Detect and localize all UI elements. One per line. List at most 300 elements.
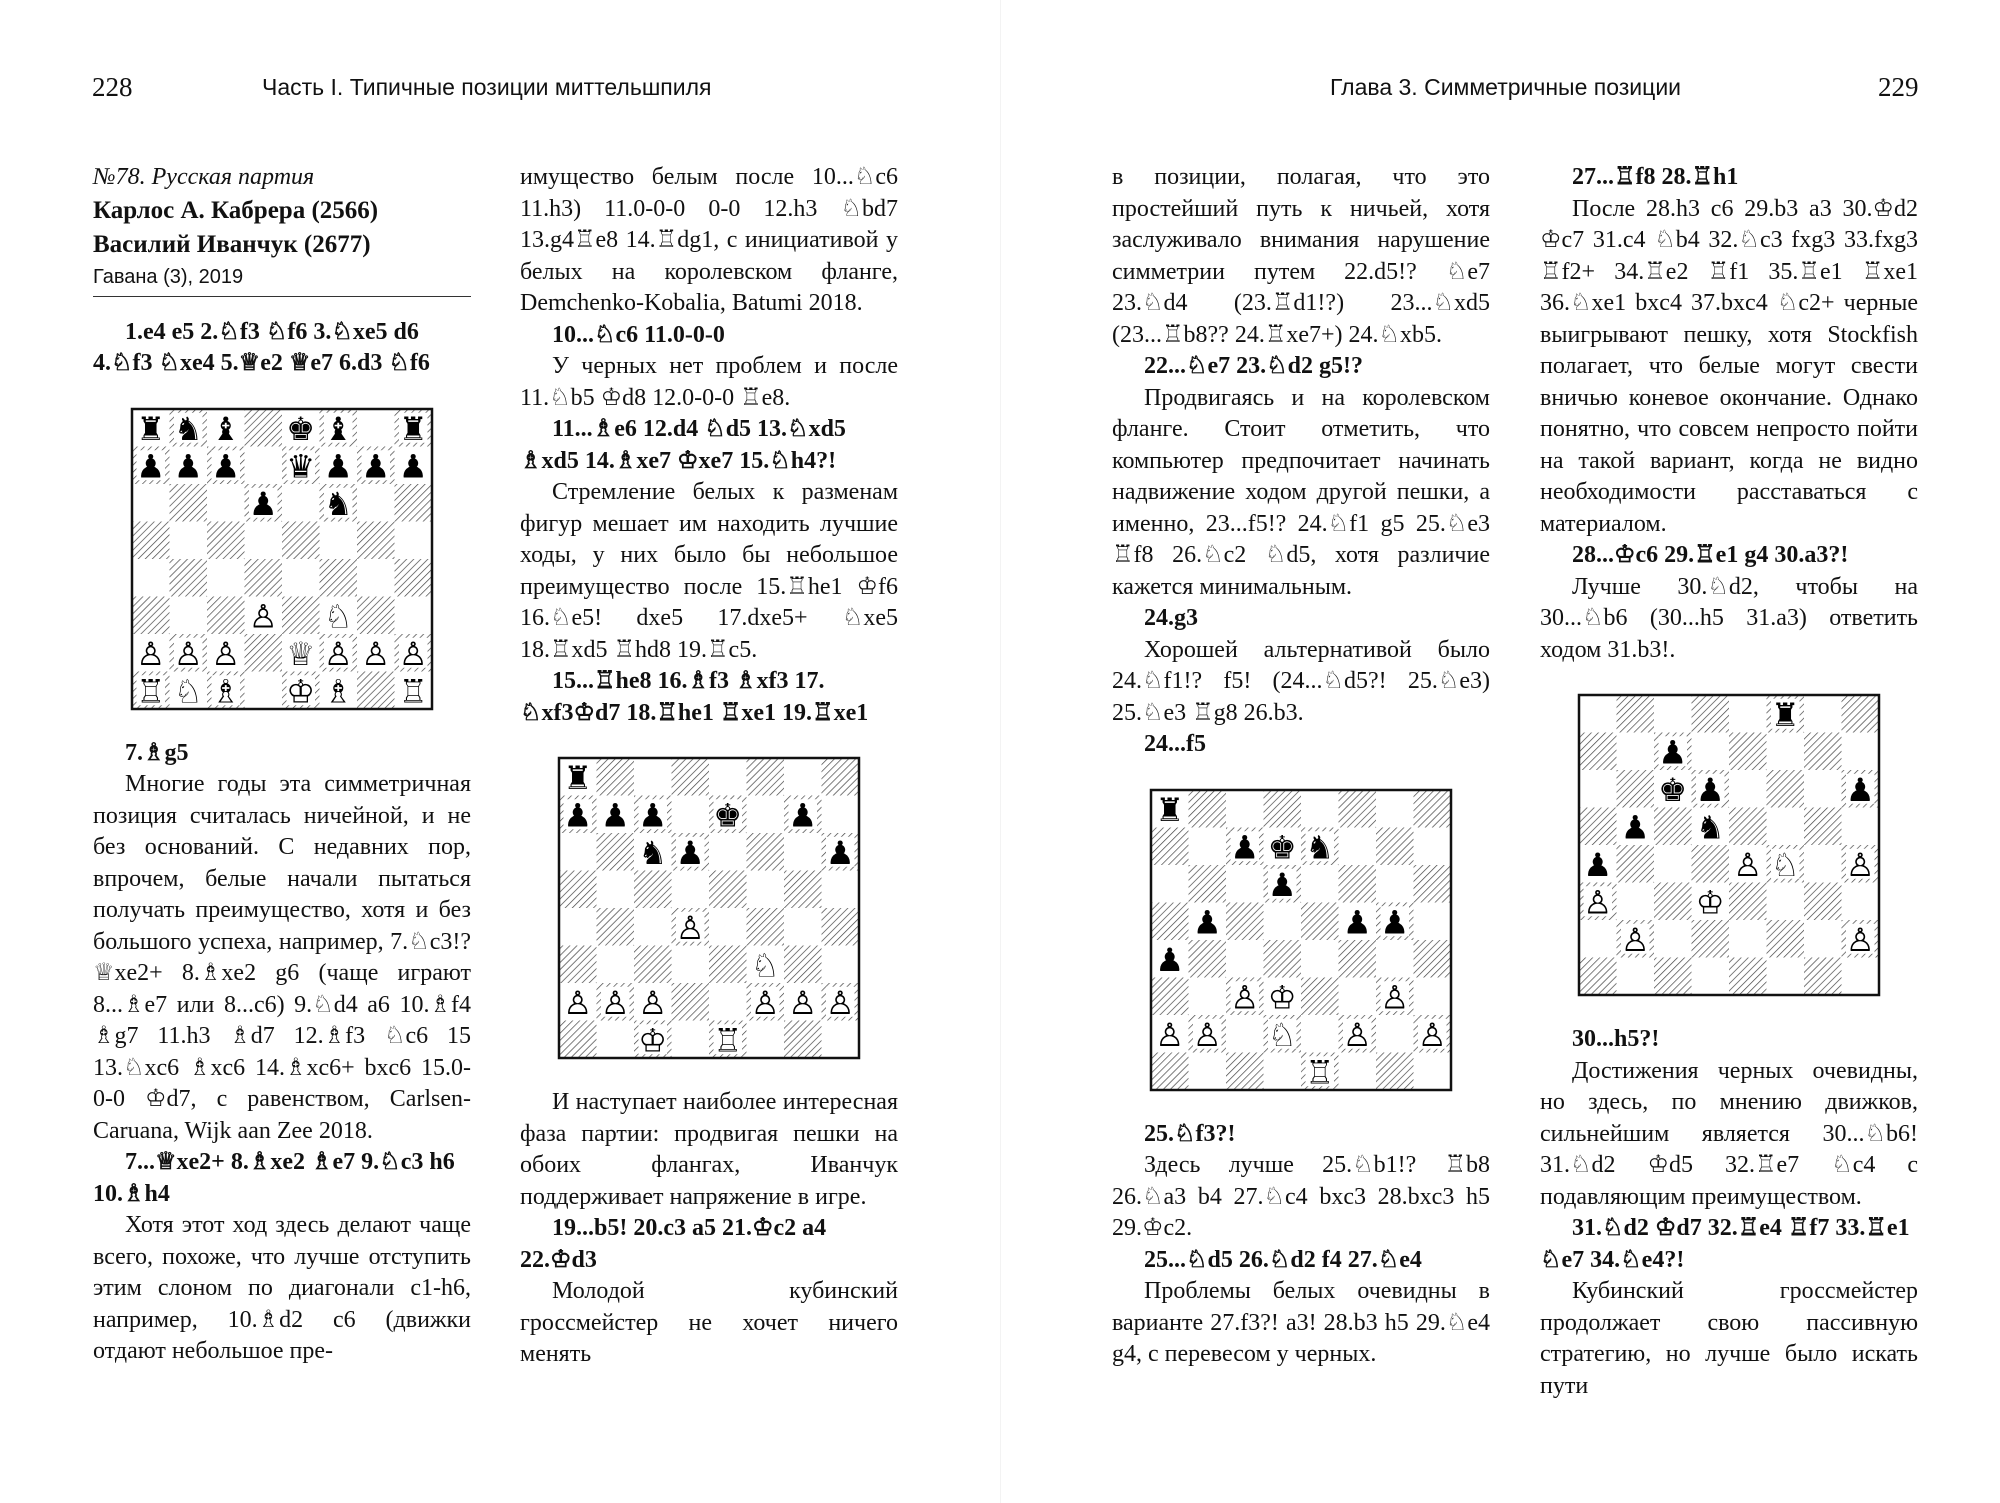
light-square	[1339, 1052, 1377, 1090]
dark-square	[1339, 940, 1377, 978]
light-square	[709, 983, 747, 1021]
move-line: 24.g3	[1144, 605, 1198, 631]
white-bishop-f1: ♗	[323, 672, 353, 711]
black-pawn-h7: ♟	[398, 447, 428, 486]
dark-square	[1264, 790, 1302, 828]
dark-square	[1692, 695, 1730, 733]
light-square	[245, 671, 283, 709]
light-square	[1301, 1015, 1339, 1053]
white-pawn-f2: ♙	[1342, 1015, 1372, 1054]
dark-square	[559, 946, 597, 984]
light-square	[1842, 733, 1880, 771]
light-square	[170, 521, 208, 559]
dark-square	[784, 1021, 822, 1059]
white-pawn-h2: ♙	[398, 634, 428, 673]
black-player: Василий Иванчук (2677)	[93, 230, 371, 258]
move-line: 7.♗g5	[125, 739, 189, 766]
dark-square	[282, 521, 320, 559]
move-line: 15...♖he8 16.♗f3 ♗xf3 17. ♘xf3♔d7 18.♖he1 ♖xe1 19.♖xe1	[520, 668, 869, 726]
black-bishop-c8: ♝	[211, 409, 241, 448]
dark-square	[559, 1021, 597, 1059]
header-rule	[93, 296, 471, 297]
move-line: 25.♘f3?!	[1144, 1120, 1236, 1147]
white-knight-d2: ♘	[1267, 1015, 1297, 1054]
light-square	[709, 908, 747, 946]
black-knight-f6: ♞	[323, 484, 353, 523]
dark-square	[357, 521, 395, 559]
light-square	[597, 871, 635, 909]
commentary-paragraph: Хорошей альтернативой было 24.♘f1!? f5! (24...♘d5?! 25.♘e3) 25.♘e3 ♖g8 26.b3.	[1112, 636, 1490, 726]
light-square	[1729, 920, 1767, 958]
dark-square	[1579, 808, 1617, 846]
black-bishop-f8: ♝	[323, 409, 353, 448]
dark-square	[1804, 958, 1842, 996]
chess-diagram	[129, 406, 435, 712]
light-square	[1579, 920, 1617, 958]
white-king-e1: ♔	[286, 672, 316, 711]
dark-square	[357, 596, 395, 634]
black-rook-a8: ♜	[1155, 790, 1185, 829]
light-square	[634, 758, 672, 796]
light-square	[672, 1021, 710, 1059]
white-queen-e2: ♕	[286, 634, 316, 673]
black-knight-b8: ♞	[173, 409, 203, 448]
game-ref: №78. Русская партия	[93, 164, 315, 190]
light-square	[1376, 940, 1414, 978]
black-pawn-d6: ♟	[1267, 865, 1297, 904]
light-square	[1842, 883, 1880, 921]
white-king-d3: ♔	[1695, 883, 1725, 922]
light-square	[1767, 883, 1805, 921]
white-pawn-d4: ♙	[675, 909, 705, 948]
dark-square	[357, 671, 395, 709]
commentary-paragraph: в позиции, полагая, что это простейший путь к ничьей, хотя заслуживало внимания нарушение симметрии путем 22.d5!? ♘e7 23.♘d4 (23.♖d1!?) 23...♘xd5 (23...♖b8?? 24.♖xe7+) 24.♘xb5.	[1112, 164, 1490, 348]
white-rook-h1: ♖	[398, 672, 428, 711]
black-pawn-c7: ♟	[1230, 828, 1260, 867]
dark-square	[1767, 770, 1805, 808]
dark-square	[245, 409, 283, 447]
black-pawn-d6: ♟	[248, 484, 278, 523]
dark-square	[132, 596, 170, 634]
black-pawn-f7: ♟	[323, 447, 353, 486]
white-pawn-c2: ♙	[638, 984, 668, 1023]
dark-square	[1414, 790, 1452, 828]
chess-diagram	[556, 755, 862, 1061]
dark-square	[1189, 865, 1227, 903]
light-square	[1692, 733, 1730, 771]
white-pawn-g2: ♙	[361, 634, 391, 673]
white-rook-a1: ♖	[136, 672, 166, 711]
light-square	[207, 559, 245, 597]
commentary-paragraph: Хотя этот ход здесь делают чаще всего, похоже, что лучше отступить этим слоном по диагонали c1-h6, например, 10.♗d2 c6 (движки отдают небольшое пре-	[93, 1212, 471, 1364]
white-pawn-f2: ♙	[323, 634, 353, 673]
black-pawn-g5: ♟	[1380, 903, 1410, 942]
light-square	[1767, 958, 1805, 996]
light-square	[634, 908, 672, 946]
left-running-title: Часть I. Типичные позиции миттельшпиля	[262, 74, 712, 100]
light-square	[1301, 940, 1339, 978]
dark-square	[1617, 770, 1655, 808]
dark-square	[822, 908, 860, 946]
game-place: Гавана (3), 2019	[93, 265, 244, 288]
light-square	[1264, 902, 1302, 940]
dark-square	[1654, 883, 1692, 921]
light-square	[1842, 808, 1880, 846]
light-square	[1226, 1015, 1264, 1053]
dark-square	[1376, 827, 1414, 865]
column-right-page-2	[1540, 162, 1918, 1402]
light-square	[1376, 1015, 1414, 1053]
black-rook-f8: ♜	[1770, 696, 1800, 735]
dark-square	[634, 946, 672, 984]
dark-square	[1226, 902, 1264, 940]
light-square	[784, 908, 822, 946]
black-pawn-b7: ♟	[173, 447, 203, 486]
black-pawn-c7: ♟	[211, 447, 241, 486]
dark-square	[245, 559, 283, 597]
black-knight-d5: ♞	[1695, 808, 1725, 847]
white-knight-b1: ♘	[173, 672, 203, 711]
light-square	[672, 946, 710, 984]
dark-square	[170, 484, 208, 522]
commentary-paragraph: Многие годы эта симметричная позиция считалась ничейной, и не без оснований. С недавних пор, впрочем, белые начали пытаться получать преимущество, хотя и без большого успеха, например, 7.♘c3!? ♕xe2+ 8.♗xe2 g6 (чаще играют 8...♗e7 или 8...c6) 9.♘d4 a6 10.♗f4 ♗g7 11.h3 ♗d7 12.♗f3 ♘c6 15 13.♘xc6 ♗xc6 14.♗xc6+ bxc6 15.0-0-0 ♔d7, с равенством, Carlsen-Caruana, Wijk aan Zee 2018.	[93, 771, 471, 1144]
light-square	[1226, 865, 1264, 903]
black-king-d7: ♚	[1267, 828, 1297, 867]
light-square	[1151, 865, 1189, 903]
light-square	[747, 871, 785, 909]
dark-square	[784, 946, 822, 984]
commentary-paragraph: После 28.h3 c6 29.b3 a3 30.♔d2 ♔c7 31.c4 ♘b4 32.♘c3 fxg3 33.fxg3 ♖f2+ 34.♖e2 ♖f1 35.♖e1 ♖xe1 36.♘xe1 bxc4 37.bxc4 ♘c2+ черные выигрывают пешку, хотя Stockfish полагает, что белые могут свести вничью коневое окончание. Однако понятно, что совсем непросто пойти на такой вариант, когда не видно необходимости расставаться с материалом.	[1540, 195, 1918, 537]
black-pawn-c7: ♟	[1658, 733, 1688, 772]
white-pawn-h2: ♙	[1845, 921, 1875, 960]
black-pawn-h6: ♟	[825, 834, 855, 873]
light-square	[709, 833, 747, 871]
light-square	[1189, 827, 1227, 865]
dark-square	[784, 871, 822, 909]
black-pawn-h6: ♟	[1845, 771, 1875, 810]
dark-square	[1842, 695, 1880, 733]
dark-square	[1654, 958, 1692, 996]
white-pawn-a2: ♙	[563, 984, 593, 1023]
move-line: 28...♔c6 29.♖e1 g4 30.a3?!	[1572, 542, 1849, 568]
light-square	[1692, 958, 1730, 996]
light-square	[207, 484, 245, 522]
light-square	[1264, 1052, 1302, 1090]
commentary-paragraph: И наступает наиболее интересная фаза партии: продвигая пешки на обоих флангах, Иванчук поддерживает напряжение в игре.	[520, 1089, 898, 1210]
black-queen-e7: ♛	[286, 447, 316, 486]
light-square	[1617, 733, 1655, 771]
light-square	[1226, 790, 1264, 828]
right-page-number: 229	[1878, 72, 1919, 102]
dark-square	[747, 908, 785, 946]
column-left-page-2	[520, 162, 898, 1371]
dark-square	[207, 596, 245, 634]
black-pawn-g7: ♟	[788, 796, 818, 835]
dark-square	[634, 871, 672, 909]
dark-square	[1339, 790, 1377, 828]
dark-square	[1414, 940, 1452, 978]
dark-square	[597, 758, 635, 796]
dark-square	[747, 833, 785, 871]
black-pawn-a7: ♟	[136, 447, 166, 486]
white-pawn-h4: ♙	[1845, 846, 1875, 885]
light-square	[1767, 733, 1805, 771]
dark-square	[395, 559, 433, 597]
commentary-paragraph: имущество белым после 10...♘c6 11.h3) 11.0-0-0 0-0 12.h3 ♘bd7 13.g4♖e8 14.♖dg1, с инициативой у белых на королевском фланге, Demchenko-Kobalia, Batumi 2018.	[520, 164, 898, 316]
black-pawn-d6: ♟	[1695, 771, 1725, 810]
white-pawn-c3: ♙	[1230, 978, 1260, 1017]
move-line: 22...♘e7 23.♘d2 g5!?	[1144, 353, 1364, 379]
light-square	[1729, 695, 1767, 733]
dark-square	[1804, 733, 1842, 771]
page-gutter	[1000, 0, 1001, 1503]
black-rook-h8: ♜	[398, 409, 428, 448]
light-square	[822, 796, 860, 834]
white-king-d3: ♔	[1267, 978, 1297, 1017]
light-square	[1339, 977, 1377, 1015]
dark-square	[1692, 845, 1730, 883]
light-square	[1804, 695, 1842, 733]
black-knight-c6: ♞	[638, 834, 668, 873]
dark-square	[747, 758, 785, 796]
light-square	[597, 946, 635, 984]
dark-square	[1376, 1052, 1414, 1090]
dark-square	[1617, 845, 1655, 883]
white-rook-e1: ♖	[713, 1021, 743, 1060]
light-square	[747, 1021, 785, 1059]
move-line: 24...f5	[1144, 731, 1206, 757]
light-square	[822, 1021, 860, 1059]
dark-square	[1414, 865, 1452, 903]
commentary-paragraph: Молодой кубинский гроссмейстер не хочет ничего менять	[520, 1278, 898, 1367]
white-knight-f3: ♘	[323, 597, 353, 636]
white-knight-f3: ♘	[750, 946, 780, 985]
dark-square	[245, 634, 283, 672]
light-square	[1579, 695, 1617, 733]
black-pawn-b5: ♟	[1620, 808, 1650, 847]
black-rook-a8: ♜	[563, 759, 593, 798]
light-square	[559, 908, 597, 946]
commentary-paragraph: Кубинский гроссмейстер продолжает свою пассивную стратегию, но лучше было искать пути	[1540, 1278, 1918, 1399]
black-knight-e7: ♞	[1305, 828, 1335, 867]
light-square	[1617, 883, 1655, 921]
dark-square	[1339, 865, 1377, 903]
light-square	[1414, 827, 1452, 865]
move-line: 1.e4 e5 2.♘f3 ♘f6 3.♘xe5 d6 4.♘f3 ♘xe4 5.♕e2 ♕e7 6.d3 ♘f6	[93, 318, 430, 376]
dark-square	[1767, 920, 1805, 958]
black-pawn-d6: ♟	[675, 834, 705, 873]
light-square	[1804, 845, 1842, 883]
dark-square	[1729, 958, 1767, 996]
light-square	[1729, 770, 1767, 808]
light-square	[747, 796, 785, 834]
chess-diagram	[1576, 692, 1882, 998]
white-pawn-c2: ♙	[211, 634, 241, 673]
black-pawn-a4: ♟	[1583, 846, 1613, 885]
light-square	[1842, 958, 1880, 996]
white-rook-e1: ♖	[1305, 1053, 1335, 1092]
light-square	[1301, 865, 1339, 903]
commentary-paragraph: Достижения черных очевидны, но здесь, по мнению движков, сильнейшим является 30...♘b6! 31.♘d2 ♔d5 32.♖e7 ♘c4 с подавляющим преимуществом.	[1540, 1057, 1918, 1210]
light-square	[1189, 977, 1227, 1015]
dark-square	[282, 596, 320, 634]
commentary-paragraph: Лучше 30.♘d2, чтобы на 30...♘b6 (30...h5 31.a3) ответить ходом 31.b3!.	[1540, 573, 1918, 663]
light-square	[395, 596, 433, 634]
move-line: 31.♘d2 ♔d7 32.♖e4 ♖f7 33.♖e1 ♘e7 34.♘e4?!	[1540, 1215, 1910, 1273]
black-rook-a8: ♜	[136, 409, 166, 448]
black-pawn-a4: ♟	[1155, 940, 1185, 979]
white-knight-f4: ♘	[1770, 846, 1800, 885]
light-square	[1376, 865, 1414, 903]
light-square	[1579, 770, 1617, 808]
dark-square	[1692, 920, 1730, 958]
commentary-paragraph: Продвигаясь и на королевском фланге. Стоит отметить, что компьютер предпочитает начинать надвижение ходом другой пешки, а именно, 23...f5!? 24.♘f1 g5 25.♘e3 ♖f8 26.♘c2 ♘d5, хотя различие кажется минимальным.	[1112, 384, 1490, 600]
light-square	[784, 758, 822, 796]
light-square	[559, 833, 597, 871]
light-square	[132, 559, 170, 597]
dark-square	[709, 871, 747, 909]
light-square	[1414, 977, 1452, 1015]
light-square	[357, 559, 395, 597]
dark-square	[709, 946, 747, 984]
light-square	[170, 596, 208, 634]
light-square	[1376, 790, 1414, 828]
white-pawn-b2: ♙	[600, 984, 630, 1023]
column-left-page-1	[93, 162, 471, 1368]
commentary-paragraph: Проблемы белых очевидны в варианте 27.f3?! a3! 28.b3 h5 29.♘e4 g4, с перевесом у черных.	[1112, 1278, 1490, 1367]
dark-square	[1804, 883, 1842, 921]
dark-square	[395, 484, 433, 522]
light-square	[282, 559, 320, 597]
light-square	[1339, 827, 1377, 865]
light-square	[1414, 902, 1452, 940]
light-square	[822, 871, 860, 909]
light-square	[282, 484, 320, 522]
light-square	[1301, 790, 1339, 828]
white-pawn-b2: ♙	[1620, 921, 1650, 960]
commentary-paragraph: Здесь лучше 25.♘b1!? ♖b8 26.♘a3 b4 27.♘c4 bxc3 28.bxc3 h5 29.♔c2.	[1112, 1152, 1490, 1241]
light-square	[245, 446, 283, 484]
dark-square	[1729, 733, 1767, 771]
black-king-e7: ♚	[713, 796, 743, 835]
light-square	[1804, 920, 1842, 958]
dark-square	[597, 908, 635, 946]
dark-square	[1151, 977, 1189, 1015]
dark-square	[1151, 1052, 1189, 1090]
move-line: 7...♕xe2+ 8.♗xe2 ♗e7 9.♘c3 h6 10.♗h4	[93, 1149, 455, 1207]
dark-square	[1226, 1052, 1264, 1090]
white-pawn-a2: ♙	[136, 634, 166, 673]
move-line: 25...♘d5 26.♘d2 f4 27.♘e4	[1144, 1246, 1422, 1273]
black-pawn-g7: ♟	[361, 447, 391, 486]
white-player: Карлос А. Кабрера (2566)	[93, 196, 379, 224]
white-king-c1: ♔	[638, 1021, 668, 1060]
light-square	[1654, 920, 1692, 958]
light-square	[1617, 958, 1655, 996]
column-right-page-1	[1112, 162, 1490, 1371]
white-pawn-a2: ♙	[1155, 1015, 1185, 1054]
light-square	[357, 409, 395, 447]
dark-square	[1301, 977, 1339, 1015]
move-line: 11...♗e6 12.d4 ♘d5 13.♘xd5 ♗xd5 14.♗xe7 ♔xe7 15.♘h4?!	[520, 416, 846, 474]
white-pawn-f2: ♙	[750, 984, 780, 1023]
move-line: 10...♘c6 11.0-0-0	[552, 321, 725, 348]
light-square	[320, 521, 358, 559]
light-square	[357, 484, 395, 522]
light-square	[1654, 845, 1692, 883]
dark-square	[1729, 883, 1767, 921]
dark-square	[1579, 958, 1617, 996]
light-square	[1654, 695, 1692, 733]
white-pawn-h2: ♙	[825, 984, 855, 1023]
black-pawn-f5: ♟	[1342, 903, 1372, 942]
black-pawn-b5: ♟	[1192, 903, 1222, 942]
white-pawn-a3: ♙	[1583, 883, 1613, 922]
dark-square	[320, 559, 358, 597]
light-square	[132, 484, 170, 522]
light-square	[822, 946, 860, 984]
dark-square	[1264, 940, 1302, 978]
light-square	[597, 1021, 635, 1059]
white-pawn-h2: ♙	[1417, 1015, 1447, 1054]
dark-square	[822, 758, 860, 796]
dark-square	[170, 559, 208, 597]
commentary-paragraph: У черных нет проблем и после 11.♘b5 ♔d8 12.0-0-0 ♖e8.	[520, 353, 898, 411]
black-pawn-b7: ♟	[600, 796, 630, 835]
right-running-title: Глава 3. Симметричные позиции	[1330, 74, 1682, 100]
white-pawn-b2: ♙	[1192, 1015, 1222, 1054]
dark-square	[559, 871, 597, 909]
light-square	[395, 521, 433, 559]
light-square	[1189, 1052, 1227, 1090]
dark-square	[1804, 808, 1842, 846]
chess-diagram	[1148, 787, 1454, 1093]
light-square	[672, 871, 710, 909]
left-page-number: 228	[92, 72, 133, 102]
move-line: 27...♖f8 28.♖h1	[1572, 164, 1739, 190]
dark-square	[672, 758, 710, 796]
dark-square	[132, 521, 170, 559]
dark-square	[1654, 808, 1692, 846]
black-pawn-a7: ♟	[563, 796, 593, 835]
dark-square	[672, 983, 710, 1021]
dark-square	[1301, 902, 1339, 940]
light-square	[1226, 940, 1264, 978]
move-line: 19...b5! 20.c3 a5 21.♔c2 a4 22.♔d3	[520, 1215, 827, 1273]
dark-square	[1189, 790, 1227, 828]
dark-square	[1189, 940, 1227, 978]
light-square	[709, 758, 747, 796]
white-pawn-e4: ♙	[1733, 846, 1763, 885]
dark-square	[1729, 808, 1767, 846]
move-line: 30...h5?!	[1572, 1026, 1660, 1052]
light-square	[784, 833, 822, 871]
white-pawn-g2: ♙	[788, 984, 818, 1023]
dark-square	[1151, 827, 1189, 865]
dark-square	[1151, 902, 1189, 940]
light-square	[1767, 808, 1805, 846]
light-square	[1804, 770, 1842, 808]
light-square	[245, 521, 283, 559]
white-bishop-c1: ♗	[211, 672, 241, 711]
dark-square	[1617, 695, 1655, 733]
light-square	[672, 796, 710, 834]
commentary-paragraph: Стремление белых к разменам фигур мешает им находить лучшие ходы, у них было бы небольшое преимущество после 15.♖he1 ♔f6 16.♘e5! dxe5 17.dxe5+ ♘xe5 18.♖xd5 ♖hd8 19.♖c5.	[520, 479, 898, 663]
white-pawn-d3: ♙	[248, 597, 278, 636]
white-pawn-b2: ♙	[173, 634, 203, 673]
black-pawn-c7: ♟	[638, 796, 668, 835]
dark-square	[1579, 733, 1617, 771]
